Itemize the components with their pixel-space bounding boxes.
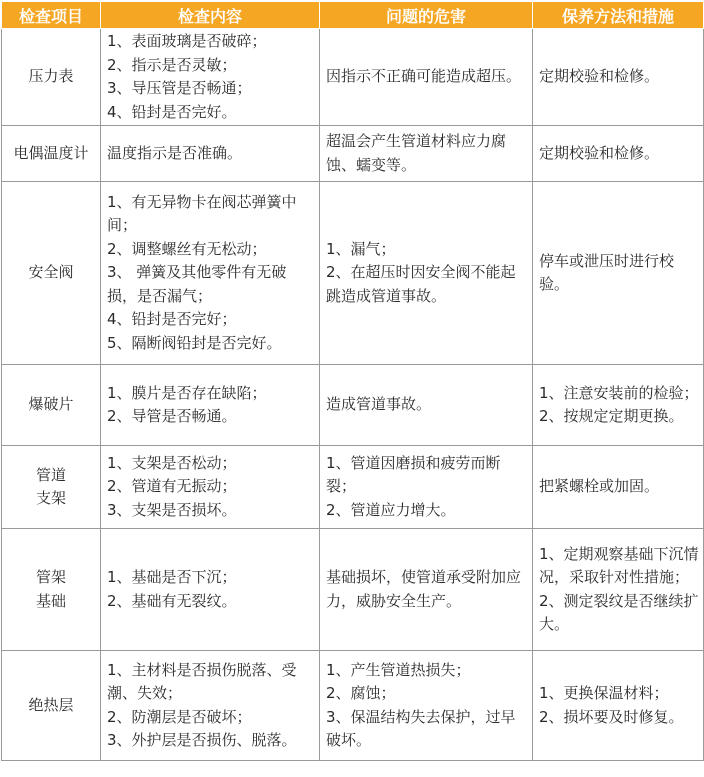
measure-cell xyxy=(533,29,704,126)
item-cell xyxy=(2,126,101,182)
measure-cell xyxy=(533,365,704,446)
content-cell xyxy=(101,651,320,761)
header-row xyxy=(2,2,704,29)
item-cell xyxy=(2,182,101,365)
cell-line: 5、隔断阀铅封是否完好。 xyxy=(107,333,282,352)
hazard-cell xyxy=(320,651,533,761)
content-cell xyxy=(101,29,320,126)
measure-cell xyxy=(533,651,704,761)
cell-line: 停车或泄压时进行校验。 xyxy=(539,251,675,293)
hazard-cell xyxy=(320,529,533,651)
cell-line: 3、保温结构失去保护，过早破坏。 xyxy=(326,707,516,749)
cell-line: 2、防潮层是否破坏； xyxy=(107,707,252,726)
cell-line: 因指示不正确可能造成超压。 xyxy=(326,67,522,86)
table-row xyxy=(2,126,704,182)
cell-line: 1、支架是否松动； xyxy=(107,453,237,472)
cell-line: 1、主材料是否损伤脱落、受潮、失效； xyxy=(107,660,297,702)
measure-cell xyxy=(533,126,704,182)
measure-cell xyxy=(533,446,704,529)
cell-line: 1、管道因磨损和疲劳而断裂； xyxy=(326,453,501,496)
cell-line: 管道 xyxy=(35,465,66,484)
item-cell xyxy=(2,29,101,126)
cell-line: 3、支架是否损坏。 xyxy=(107,500,237,519)
cell-line: 安全阀 xyxy=(28,263,74,282)
cell-line: 2、腐蚀； xyxy=(326,684,396,702)
header-inspection-content: 检查内容 xyxy=(101,2,320,29)
table-row xyxy=(2,651,704,761)
cell-line: 超温会产生管道材料应力腐蚀、蠕变等。 xyxy=(326,132,507,174)
cell-line: 2、导管是否畅通。 xyxy=(107,407,237,425)
cell-line: 支架 xyxy=(35,489,66,507)
header-problem-hazard: 问题的危害 xyxy=(320,2,533,29)
cell-line: 1、漏气； xyxy=(326,239,396,258)
header-maintenance-measures: 保养方法和措施 xyxy=(533,2,704,29)
cell-line: 压力表 xyxy=(28,67,74,86)
table-row xyxy=(2,29,704,126)
cell-line: 爆破片 xyxy=(28,395,74,414)
item-cell xyxy=(2,529,101,651)
content-cell xyxy=(101,529,320,651)
cell-line: 2、调整螺丝有无松动； xyxy=(107,239,267,258)
table-row xyxy=(2,365,704,446)
cell-line: 2、基础有无裂纹。 xyxy=(107,591,237,610)
cell-line: 1、表面玻璃是否破碎； xyxy=(107,32,267,50)
measure-cell xyxy=(533,182,704,365)
cell-line: 3、导压管是否畅通； xyxy=(107,79,252,97)
hazard-cell xyxy=(320,446,533,529)
cell-line: 2、管道有无振动； xyxy=(107,477,237,496)
cell-line: 电偶温度计 xyxy=(13,143,89,162)
cell-line: 1、产生管道热损失； xyxy=(326,660,471,679)
item-cell xyxy=(2,651,101,761)
hazard-cell xyxy=(320,29,533,126)
hazard-cell xyxy=(320,182,533,365)
cell-line: 造成管道事故。 xyxy=(326,395,432,414)
cell-line: 绝热层 xyxy=(28,695,74,714)
cell-line: 2、损坏要及时修复。 xyxy=(539,707,684,726)
cell-line: 3、 弹簧及其他零件有无破损，是否漏气； xyxy=(107,263,287,305)
table-row xyxy=(2,182,704,365)
cell-line: 定期校验和检修。 xyxy=(539,67,660,86)
header-inspection-item: 检查项目 xyxy=(2,2,101,29)
content-cell xyxy=(101,365,320,446)
cell-line: 管架 xyxy=(35,568,66,586)
cell-line: 1、定期观察基础下沉情况，采取针对性措施； xyxy=(539,544,699,586)
cell-line: 4、铅封是否完好； xyxy=(107,310,237,329)
cell-line: 3、外护层是否损伤、脱落。 xyxy=(107,731,297,749)
cell-line: 定期校验和检修。 xyxy=(539,143,660,162)
cell-line: 1、膜片是否存在缺陷； xyxy=(107,383,267,402)
cell-line: 4、铅封是否完好。 xyxy=(107,102,237,121)
measure-cell xyxy=(533,529,704,651)
cell-line: 2、按规定定期更换。 xyxy=(539,407,684,425)
table-row xyxy=(2,529,704,651)
inspection-table xyxy=(1,1,704,761)
content-cell xyxy=(101,182,320,365)
item-cell xyxy=(2,446,101,529)
cell-line: 基础 xyxy=(35,591,66,610)
cell-line: 2、管道应力增大。 xyxy=(326,500,456,519)
content-cell xyxy=(101,126,320,182)
cell-line: 基础损坏，使管道承受附加应力，威胁安全生产。 xyxy=(326,568,522,610)
hazard-cell xyxy=(320,126,533,182)
item-cell xyxy=(2,365,101,446)
content-cell xyxy=(101,446,320,529)
cell-line: 2、测定裂纹是否继续扩大。 xyxy=(539,591,699,633)
table-body xyxy=(2,29,704,761)
cell-line: 1、更换保温材料； xyxy=(539,684,669,702)
cell-line: 1、基础是否下沉； xyxy=(107,568,237,586)
hazard-cell xyxy=(320,365,533,446)
cell-line: 温度指示是否准确。 xyxy=(107,143,243,162)
cell-line: 2、指示是否灵敏； xyxy=(107,55,237,74)
cell-line: 2、在超压时因安全阀不能起跳造成管道事故。 xyxy=(326,263,516,305)
cell-line: 1、有无异物卡在阀芯弹簧中间； xyxy=(107,192,297,235)
cell-line: 把紧螺栓或加固。 xyxy=(539,477,660,496)
cell-line: 1、注意安装前的检验； xyxy=(539,383,699,402)
table-row xyxy=(2,446,704,529)
